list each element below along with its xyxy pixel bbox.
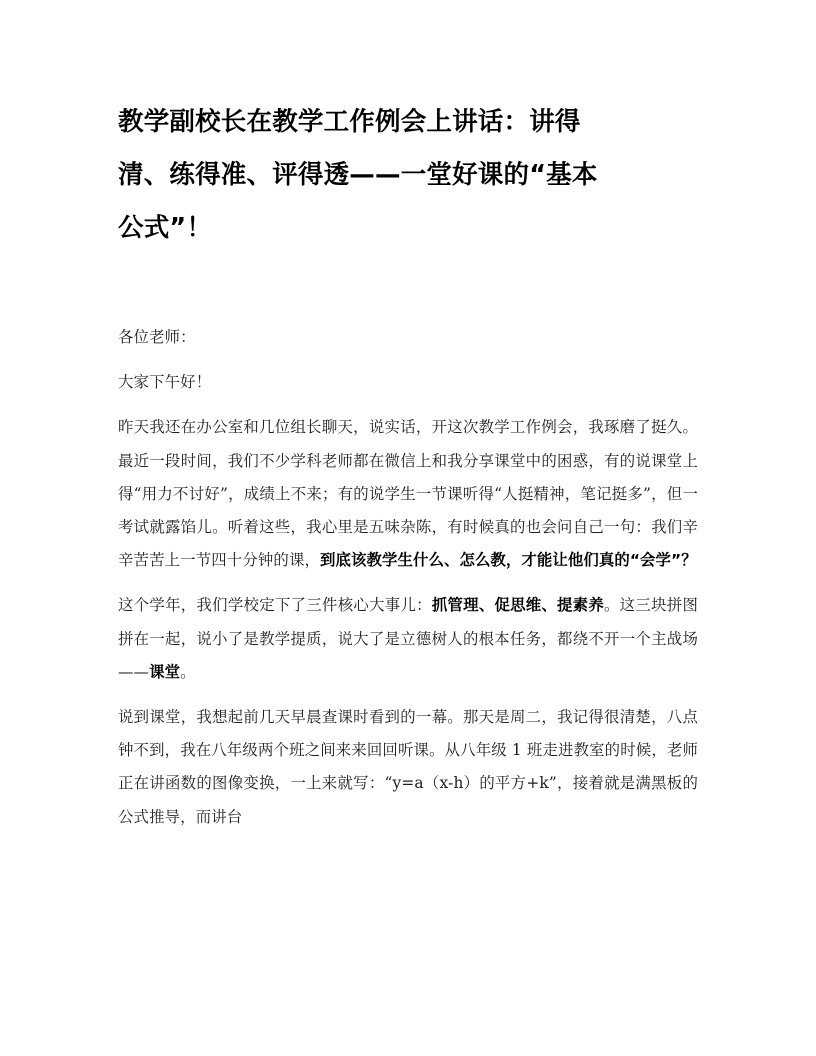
paragraph-1-emphasis: 到底该教学生什么、怎么教，才能让他们真的“会学”？ (320, 551, 697, 570)
paragraph-3-run-1: 说到课堂，我想起前几天早晨查课时看到的一幕。那天是周二，我记得很清楚，八点钟不到，我在八年级两个班之间来来回回听课。从八年级 1 班走进教室的时候，老师正在讲函数的图像变换，一上来就写：“y=a（x-h）的平方+k”，接着就是满黑板的公式推导，而讲台 (118, 708, 698, 826)
document-body (118, 321, 698, 834)
paragraph-2-emphasis-2: 课堂 (149, 662, 181, 681)
paragraph-2 (118, 589, 698, 689)
paragraph-2-run-1: 这个学年，我们学校定下了三件核心大事儿： (118, 596, 432, 615)
title-line-3: 公式”！ (118, 213, 213, 243)
paragraph-1 (118, 411, 698, 577)
title-line-2: 清、练得准、评得透——一堂好课的“基本 (118, 160, 598, 190)
paragraph-1-run-1: 昨天我还在办公室和几位组长聊天，说实话，开这次教学工作例会，我琢磨了挺久。最近一段时间，我们不少学科老师都在微信上和我分享课堂中的困惑，有的说课堂上得“用力不讨好”，成绩上不来；有的说学生一节课听得“人挺精神，笔记挺多”，但一考试就露馅儿。听着这些，我心里是五味杂陈，有时候真的也会问自己一句：我们辛辛苦苦上一节四十分钟的课， (118, 418, 698, 570)
paragraph-2-emphasis-1: 抓管理、促思维、提素养 (431, 596, 604, 615)
greeting: 大家下午好！ (118, 373, 212, 392)
title-line-1: 教学副校长在教学工作例会上讲话：讲得 (118, 107, 581, 137)
paragraph-3 (118, 701, 698, 834)
page-title (118, 96, 684, 255)
salutation: 各位老师： (118, 328, 196, 346)
paragraph-2-run-2: 。这三块拼图拼在一起，说小了是教学提质，说大了是立德树人的根本任务，都绕不开一个主战场—— (118, 596, 698, 681)
document-content (118, 96, 698, 834)
paragraph-2-run-3: 。 (180, 662, 196, 681)
